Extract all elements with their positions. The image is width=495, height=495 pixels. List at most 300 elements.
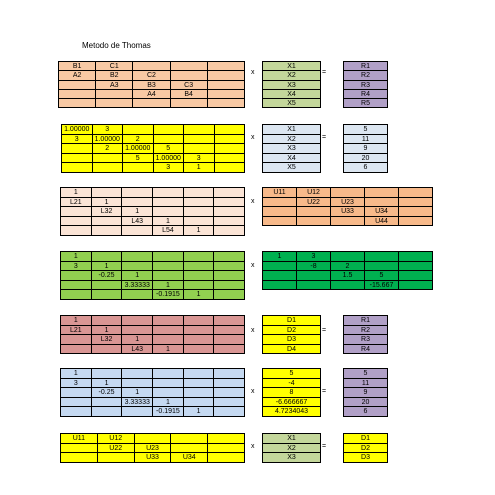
matrix-cell (171, 99, 208, 108)
matrix-cell (214, 379, 245, 389)
vector-r-general (343, 61, 388, 108)
matrix-cell (123, 163, 154, 173)
matrix-cell: X3 (263, 81, 321, 90)
matrix-cell: 1 (61, 316, 92, 326)
matrix-cell (153, 369, 184, 379)
matrix-cell (214, 398, 245, 408)
matrix-cell (153, 262, 184, 272)
matrix-cell (122, 379, 153, 389)
matrix-cell (153, 335, 184, 345)
matrix-cell (214, 326, 245, 336)
matrix-cell: -0.25 (92, 271, 123, 281)
matrix-cell (122, 369, 153, 379)
matrix-cell: B3 (133, 81, 170, 90)
matrix-cell (59, 81, 96, 90)
matrix-cell (214, 345, 245, 355)
matrix-cell (61, 398, 92, 408)
matrix-cell (61, 226, 92, 236)
matrix-cell: 1.00000 (154, 154, 185, 164)
matrix-cell (61, 207, 92, 217)
matrix-cell: 1 (122, 335, 153, 345)
matrix-cell: 5 (123, 154, 154, 164)
matrix-cell: R3 (344, 335, 388, 345)
matrix-cell: 8 (263, 388, 321, 398)
matrix-cell: U12 (297, 188, 331, 198)
matrix-cell: X2 (263, 135, 321, 145)
matrix-cell (61, 388, 92, 398)
equals-operator: = (322, 388, 327, 395)
matrix-cell: 9 (344, 388, 388, 398)
matrix-cell (214, 316, 245, 326)
matrix-cell: -8 (297, 262, 331, 272)
matrix-cell (263, 281, 297, 291)
matrix-cell: 1 (122, 388, 153, 398)
matrix-cell (61, 271, 92, 281)
matrix-cell: 20 (344, 398, 388, 408)
matrix-cell (122, 407, 153, 417)
matrix-cell: U44 (365, 217, 399, 227)
matrix-cell (399, 198, 433, 208)
matrix-cell (93, 154, 124, 164)
matrix-cell: U34 (171, 453, 208, 463)
matrix-cell (331, 252, 365, 262)
times-operator: x (251, 262, 255, 269)
vector-r-solve (343, 315, 388, 354)
matrix-cell (171, 71, 208, 80)
matrix-cell (263, 217, 297, 227)
vector-d-general (262, 315, 321, 354)
matrix-cell (122, 198, 153, 208)
matrix-cell (297, 271, 331, 281)
matrix-cell (184, 262, 215, 272)
matrix-cell: 1 (92, 379, 123, 389)
matrix-cell (214, 226, 245, 236)
matrix-cell (61, 217, 92, 227)
matrix-cell: 1 (122, 271, 153, 281)
matrix-cell (135, 434, 172, 444)
equals-operator: = (322, 134, 327, 141)
matrix-cell: 1 (61, 369, 92, 379)
matrix-cell (365, 188, 399, 198)
matrix-cell (184, 198, 215, 208)
matrix-cell (92, 281, 123, 291)
matrix-cell (96, 90, 133, 99)
times-operator: x (251, 198, 255, 205)
matrix-cell: 1 (92, 262, 123, 272)
matrix-cell (208, 81, 245, 90)
matrix-cell: X4 (263, 90, 321, 99)
matrix-cell: 1 (184, 407, 215, 417)
matrix-cell (62, 163, 93, 173)
matrix-cell: 3 (297, 252, 331, 262)
matrix-cell (123, 125, 154, 135)
matrix-cell: 1.00000 (93, 135, 124, 145)
matrix-cell (92, 226, 123, 236)
matrix-cell (171, 444, 208, 454)
matrix-cell: B2 (96, 71, 133, 80)
matrix-a-general (58, 61, 245, 108)
matrix-l-solve-numeric (60, 368, 245, 417)
matrix-cell (215, 163, 246, 173)
equals-operator: = (322, 443, 327, 450)
matrix-cell: 1 (184, 163, 215, 173)
matrix-cell (297, 281, 331, 291)
matrix-cell (184, 125, 215, 135)
matrix-cell (122, 188, 153, 198)
matrix-cell: 6 (344, 163, 388, 173)
matrix-cell: 1 (92, 326, 123, 336)
matrix-cell: -6.666667 (263, 398, 321, 408)
matrix-cell: X2 (263, 71, 321, 80)
matrix-u-back (60, 433, 245, 463)
matrix-cell (184, 188, 215, 198)
times-operator: x (251, 69, 255, 76)
matrix-cell (184, 207, 215, 217)
matrix-cell: X3 (263, 453, 321, 463)
matrix-cell: L21 (61, 326, 92, 336)
matrix-cell: 1 (153, 217, 184, 227)
matrix-cell: -0.1915 (153, 290, 184, 300)
matrix-cell: U11 (61, 434, 98, 444)
matrix-cell: 2 (331, 262, 365, 272)
matrix-cell (214, 290, 245, 300)
matrix-cell: 1.5 (331, 271, 365, 281)
matrix-cell (61, 281, 92, 291)
matrix-cell (297, 217, 331, 227)
matrix-cell (92, 316, 123, 326)
matrix-cell (92, 369, 123, 379)
matrix-cell (122, 252, 153, 262)
matrix-cell: R2 (344, 71, 388, 80)
matrix-cell (153, 316, 184, 326)
matrix-cell: X2 (263, 444, 321, 454)
matrix-cell (399, 271, 433, 281)
matrix-cell: 5 (263, 369, 321, 379)
matrix-cell: 2 (93, 144, 124, 154)
matrix-cell: 1 (184, 226, 215, 236)
matrix-cell (92, 290, 123, 300)
matrix-cell: X1 (263, 434, 321, 444)
equals-operator: = (322, 327, 327, 334)
matrix-cell: 3.33333 (122, 281, 153, 291)
matrix-cell (184, 379, 215, 389)
matrix-cell (92, 188, 123, 198)
matrix-cell (184, 281, 215, 291)
matrix-cell: 5 (344, 125, 388, 135)
matrix-cell (92, 252, 123, 262)
matrix-cell: 5 (365, 271, 399, 281)
matrix-cell (122, 290, 153, 300)
matrix-cell: R5 (344, 99, 388, 108)
matrix-cell: U11 (263, 188, 297, 198)
matrix-cell (61, 453, 98, 463)
matrix-cell (184, 271, 215, 281)
matrix-cell (153, 198, 184, 208)
matrix-l-solve (60, 315, 245, 354)
matrix-cell (263, 262, 297, 272)
matrix-a-numeric (61, 124, 245, 173)
matrix-cell (153, 326, 184, 336)
matrix-cell: D2 (263, 326, 321, 336)
matrix-cell: A2 (59, 71, 96, 80)
matrix-cell: 3 (62, 135, 93, 145)
matrix-cell: B1 (59, 62, 96, 71)
matrix-cell (214, 188, 245, 198)
matrix-cell: 1 (263, 252, 297, 262)
matrix-cell: C2 (133, 71, 170, 80)
matrix-cell: X4 (263, 154, 321, 164)
equals-operator: = (322, 69, 327, 76)
times-operator: x (251, 388, 255, 395)
matrix-cell (331, 188, 365, 198)
matrix-cell (98, 453, 135, 463)
matrix-cell: L21 (61, 198, 92, 208)
matrix-cell (214, 407, 245, 417)
matrix-cell (184, 388, 215, 398)
matrix-cell: D1 (263, 316, 321, 326)
matrix-cell: D3 (344, 453, 388, 463)
matrix-cell (92, 398, 123, 408)
matrix-cell (133, 99, 170, 108)
matrix-cell: U22 (98, 444, 135, 454)
matrix-cell (61, 407, 92, 417)
matrix-cell: 1 (122, 207, 153, 217)
matrix-cell (171, 434, 208, 444)
matrix-cell (184, 326, 215, 336)
matrix-cell (215, 125, 246, 135)
matrix-cell: 3 (154, 163, 185, 173)
matrix-cell (184, 135, 215, 145)
matrix-cell: X5 (263, 99, 321, 108)
matrix-cell: 1 (61, 252, 92, 262)
matrix-cell: -0.25 (92, 388, 123, 398)
matrix-cell: 9 (344, 144, 388, 154)
matrix-cell (365, 252, 399, 262)
matrix-cell (62, 154, 93, 164)
matrix-u-general (262, 187, 433, 226)
matrix-cell (184, 335, 215, 345)
matrix-cell (62, 144, 93, 154)
matrix-cell (331, 281, 365, 291)
page-title: Metodo de Thomas (82, 41, 151, 50)
matrix-cell: L32 (92, 335, 123, 345)
matrix-cell (59, 90, 96, 99)
matrix-cell (208, 62, 245, 71)
matrix-cell (365, 262, 399, 272)
matrix-cell: L32 (92, 207, 123, 217)
matrix-cell (399, 252, 433, 262)
matrix-cell (215, 154, 246, 164)
vector-r-numeric (343, 124, 388, 173)
matrix-cell (154, 135, 185, 145)
matrix-cell (153, 388, 184, 398)
matrix-cell (208, 99, 245, 108)
matrix-cell (133, 62, 170, 71)
matrix-cell (215, 144, 246, 154)
matrix-cell (154, 125, 185, 135)
matrix-cell: 4.7234043 (263, 407, 321, 417)
matrix-cell: U23 (135, 444, 172, 454)
matrix-cell (59, 99, 96, 108)
matrix-cell (122, 326, 153, 336)
matrix-cell: 3 (184, 154, 215, 164)
matrix-cell: C3 (171, 81, 208, 90)
matrix-cell: X1 (263, 62, 321, 71)
matrix-cell (153, 252, 184, 262)
matrix-cell: R4 (344, 345, 388, 355)
matrix-cell: X5 (263, 163, 321, 173)
matrix-cell: U33 (331, 207, 365, 217)
matrix-cell (263, 207, 297, 217)
matrix-cell: D3 (263, 335, 321, 345)
matrix-cell (184, 144, 215, 154)
matrix-cell (215, 135, 246, 145)
matrix-cell: 1 (153, 345, 184, 355)
matrix-cell: 1 (61, 188, 92, 198)
matrix-cell: 20 (344, 154, 388, 164)
matrix-cell (122, 262, 153, 272)
matrix-cell: 6 (344, 407, 388, 417)
matrix-cell: 3.33333 (122, 398, 153, 408)
matrix-cell (153, 207, 184, 217)
matrix-cell (214, 252, 245, 262)
matrix-cell: 11 (344, 135, 388, 145)
matrix-cell: U23 (331, 198, 365, 208)
matrix-cell (153, 271, 184, 281)
matrix-l-general (60, 187, 245, 236)
matrix-cell: 1.00000 (62, 125, 93, 135)
matrix-cell (214, 388, 245, 398)
matrix-cell (153, 188, 184, 198)
matrix-cell (214, 281, 245, 291)
matrix-cell: U34 (365, 207, 399, 217)
matrix-cell: 1 (153, 398, 184, 408)
matrix-cell: 3 (93, 125, 124, 135)
matrix-cell: R1 (344, 316, 388, 326)
matrix-cell (184, 345, 215, 355)
matrix-u-numeric (262, 251, 433, 290)
matrix-cell (399, 217, 433, 227)
vector-r-solve-numeric (343, 368, 388, 417)
matrix-cell: D1 (344, 434, 388, 444)
matrix-cell (61, 335, 92, 345)
matrix-cell: L43 (122, 345, 153, 355)
matrix-cell: 3 (61, 379, 92, 389)
matrix-cell (61, 444, 98, 454)
matrix-cell (92, 407, 123, 417)
matrix-cell (214, 262, 245, 272)
matrix-cell (214, 198, 245, 208)
matrix-cell (184, 252, 215, 262)
matrix-cell (122, 226, 153, 236)
matrix-cell (365, 198, 399, 208)
matrix-cell (214, 335, 245, 345)
matrix-cell: 1 (92, 198, 123, 208)
matrix-cell (331, 217, 365, 227)
matrix-cell: L43 (122, 217, 153, 227)
matrix-cell (184, 369, 215, 379)
matrix-cell: -15.667 (365, 281, 399, 291)
matrix-cell: -4 (263, 379, 321, 389)
vector-d-numeric (262, 368, 321, 417)
matrix-cell: 2 (123, 135, 154, 145)
matrix-cell: 1.00000 (123, 144, 154, 154)
matrix-cell: L54 (153, 226, 184, 236)
matrix-cell: 5 (344, 369, 388, 379)
matrix-cell (399, 262, 433, 272)
matrix-cell: 11 (344, 379, 388, 389)
matrix-cell (61, 345, 92, 355)
matrix-cell: R3 (344, 81, 388, 90)
matrix-cell: U33 (135, 453, 172, 463)
matrix-cell (61, 290, 92, 300)
matrix-cell (171, 62, 208, 71)
matrix-cell: R2 (344, 326, 388, 336)
matrix-cell: A3 (96, 81, 133, 90)
matrix-cell (263, 198, 297, 208)
matrix-cell (208, 71, 245, 80)
vector-d-back (343, 433, 388, 463)
matrix-cell (122, 316, 153, 326)
matrix-cell: B4 (171, 90, 208, 99)
times-operator: x (251, 327, 255, 334)
matrix-cell (297, 207, 331, 217)
matrix-cell (184, 217, 215, 227)
vector-x-general (262, 61, 321, 108)
matrix-cell: U22 (297, 198, 331, 208)
matrix-cell: 5 (154, 144, 185, 154)
matrix-cell: X1 (263, 125, 321, 135)
matrix-cell: 1 (184, 290, 215, 300)
matrix-cell (399, 281, 433, 291)
matrix-cell (214, 369, 245, 379)
times-operator: x (251, 134, 255, 141)
matrix-cell (153, 379, 184, 389)
matrix-cell: D4 (263, 345, 321, 355)
matrix-cell: X3 (263, 144, 321, 154)
matrix-cell: 1 (153, 281, 184, 291)
matrix-cell: C1 (96, 62, 133, 71)
matrix-cell (184, 316, 215, 326)
matrix-cell: -0.1915 (153, 407, 184, 417)
matrix-cell: A4 (133, 90, 170, 99)
matrix-cell (92, 345, 123, 355)
matrix-cell (208, 434, 245, 444)
matrix-cell (184, 398, 215, 408)
matrix-cell (96, 99, 133, 108)
matrix-cell (208, 90, 245, 99)
matrix-cell: U12 (98, 434, 135, 444)
matrix-cell (214, 207, 245, 217)
matrix-cell (263, 271, 297, 281)
matrix-cell (92, 217, 123, 227)
vector-x-back (262, 433, 321, 463)
matrix-cell (214, 271, 245, 281)
vector-x-numeric (262, 124, 321, 173)
matrix-cell (399, 207, 433, 217)
matrix-cell: R4 (344, 90, 388, 99)
matrix-cell (93, 163, 124, 173)
matrix-l-numeric (60, 251, 245, 300)
matrix-cell (214, 217, 245, 227)
matrix-cell: D2 (344, 444, 388, 454)
matrix-cell (208, 453, 245, 463)
matrix-cell: 3 (61, 262, 92, 272)
times-operator: x (251, 443, 255, 450)
matrix-cell: R1 (344, 62, 388, 71)
matrix-cell (208, 444, 245, 454)
matrix-cell (399, 188, 433, 198)
